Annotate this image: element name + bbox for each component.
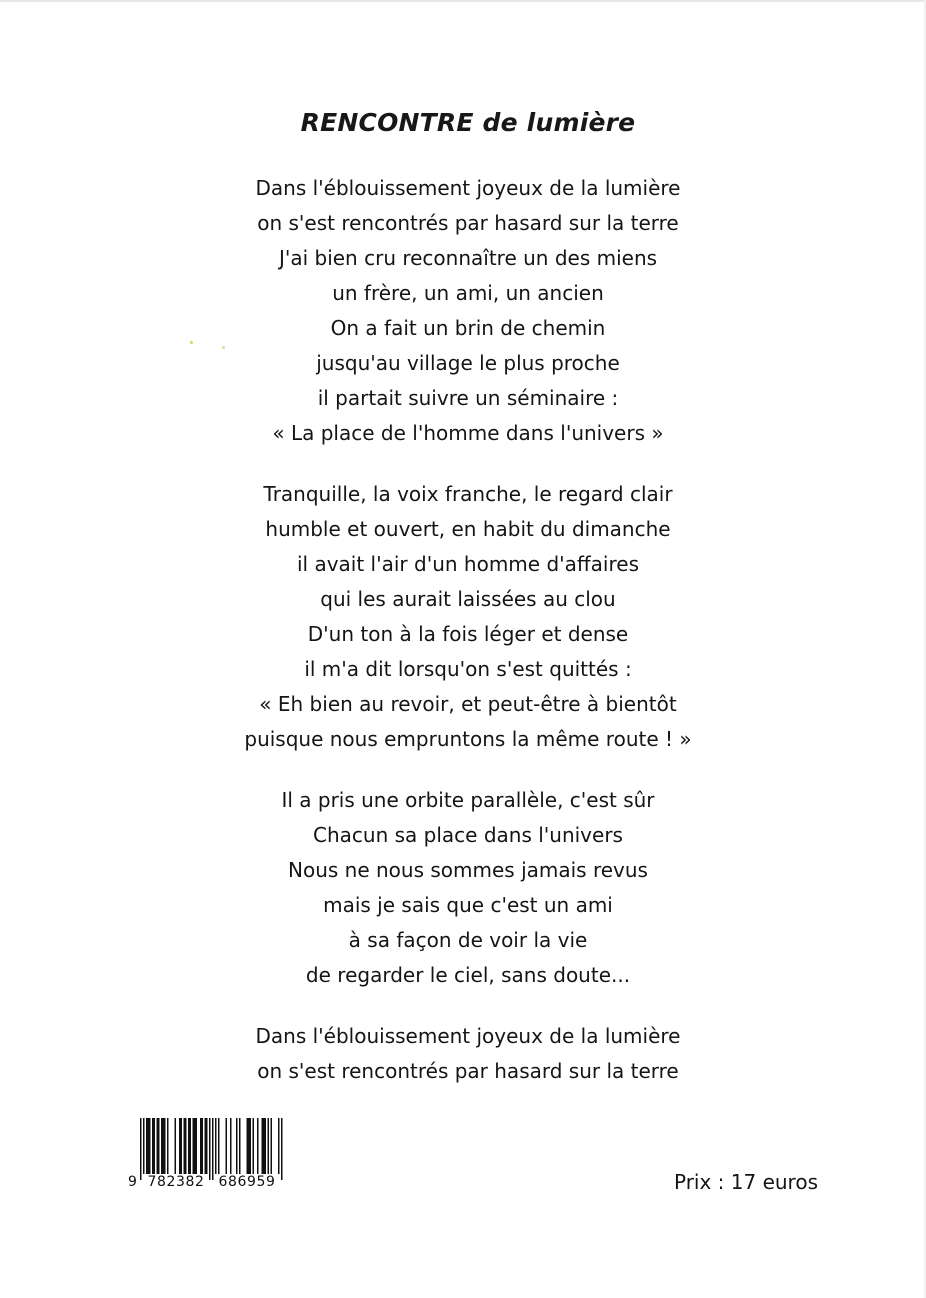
poem-line: « La place de l'homme dans l'univers »	[272, 421, 664, 445]
poem-line: mais je sais que c'est un ami	[323, 893, 613, 917]
poem-line: il avait l'air d'un homme d'affaires	[296, 552, 639, 576]
poem-line: qui les aurait laissées au clou	[320, 587, 616, 611]
poem-line: Dans l'éblouissement joyeux de la lumière	[255, 176, 681, 200]
barcode-right-group: 686959	[214, 1174, 280, 1190]
page-top-edge	[0, 0, 926, 2]
poem-line: on s'est rencontrés par hasard sur la terre	[257, 211, 679, 235]
poem-line: humble et ouvert, en habit du dimanche	[265, 517, 671, 541]
stanza-1	[0, 171, 926, 451]
barcode-first-digit: 9	[128, 1174, 137, 1190]
poem-line: puisque nous empruntons la même route ! »	[244, 727, 692, 751]
poem-line: on s'est rencontrés par hasard sur la terre	[257, 1059, 679, 1083]
poem-line: il m'a dit lorsqu'on s'est quittés :	[304, 657, 632, 681]
poem-line: Chacun sa place dans l'univers	[313, 823, 623, 847]
isbn-barcode	[128, 1118, 284, 1190]
poem-body	[0, 171, 926, 1089]
stanza-3	[0, 783, 926, 993]
stanza-2	[0, 477, 926, 757]
poem-line: de regarder le ciel, sans doute...	[305, 963, 631, 987]
poem-line: jusqu'au village le plus proche	[316, 351, 620, 375]
poem-line: un frère, un ami, un ancien	[332, 281, 604, 305]
poem-line: Nous ne nous sommes jamais revus	[288, 858, 648, 882]
poem-line: à sa façon de voir la vie	[348, 928, 588, 952]
poem-line: Dans l'éblouissement joyeux de la lumière	[255, 1024, 681, 1048]
stanza-4	[0, 1019, 926, 1089]
poem-title: RENCONTRE de lumière	[300, 108, 636, 137]
poem-line: il partait suivre un séminaire :	[317, 386, 619, 410]
poem-line: « Eh bien au revoir, et peut-être à bientôt	[259, 692, 677, 716]
price-label: Prix : 17 euros	[673, 1170, 818, 1194]
poem-line: Tranquille, la voix franche, le regard clair	[263, 482, 673, 506]
poem-line: D'un ton à la fois léger et dense	[307, 622, 629, 646]
poem-line: Il a pris une orbite parallèle, c'est sûr	[281, 788, 655, 812]
barcode-left-group: 782382	[143, 1174, 209, 1190]
barcode-digits	[128, 1170, 284, 1190]
poem-line: J'ai bien cru reconnaître un des miens	[278, 246, 658, 270]
poem-line: On a fait un brin de chemin	[330, 316, 606, 340]
